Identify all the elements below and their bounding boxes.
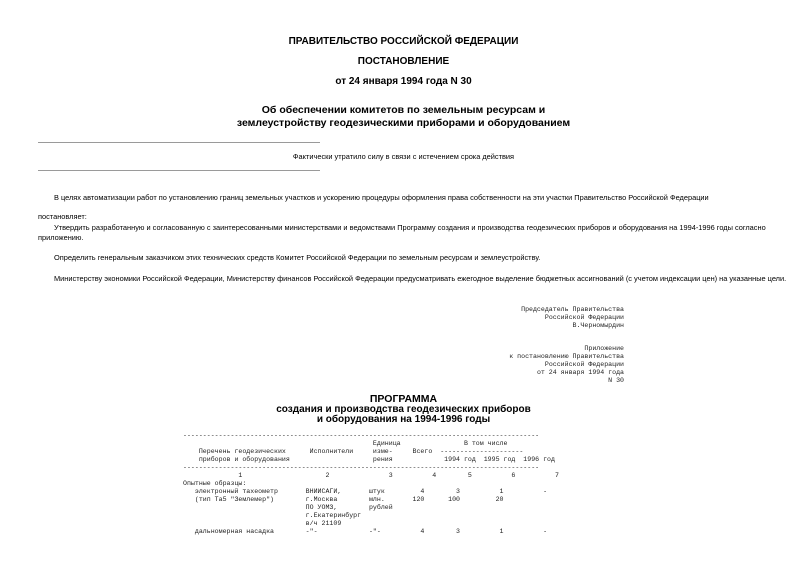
government-heading: ПРАВИТЕЛЬСТВО РОССИЙСКОЙ ФЕДЕРАЦИИ	[288, 36, 519, 47]
table-row: г.Екатеринбург	[183, 512, 362, 519]
appendix-block	[480, 345, 624, 385]
table-row: Опытные образцы:	[183, 480, 247, 487]
appendix-line5: N 30	[608, 377, 624, 384]
document-type: ПОСТАНОВЛЕНИЕ	[357, 56, 450, 67]
signature-line3: В.Черномырдин	[572, 322, 624, 329]
document-date-number: от 24 января 1994 года N 30	[335, 76, 472, 87]
table-row: (тип Та5 "Землемер") г.Москва млн. 120 100 20	[183, 496, 504, 503]
status-divider-bottom	[38, 170, 320, 171]
signature-line1: Председатель Правительства	[521, 306, 624, 313]
program-subtitle-line1: создания и производства геодезических приборов	[276, 404, 531, 415]
program-table	[183, 432, 603, 536]
appendix-line1: Приложение	[584, 345, 624, 352]
signature-line2: Российской Федерации	[544, 314, 624, 321]
table-row: в/ч 21109	[183, 520, 342, 527]
status-note: Фактически утратило силу в связи с истечением срока действия	[292, 152, 515, 161]
table-row: ПО УОМЗ, рублей	[183, 504, 393, 511]
table-border-top: ------------------------------------------------------------------------------------------	[183, 432, 540, 439]
document-title-line1: Об обеспечении комитетов по земельным ресурсам и	[261, 104, 546, 116]
program-title: ПРОГРАММА	[369, 393, 438, 405]
appendix-line2: к постановлению Правительства	[509, 353, 624, 360]
paragraph-funding: Министерству экономики Российской Федерации, Министерству финансов Российской Федерации предусматривать ежегодное выделение бюджетных ассигнований (с учетом индексации цен) на указанные цели.	[54, 274, 787, 283]
paragraph-customer: Определить генеральным заказчиком этих технических средств Комитет Российской Федерации по земельным ресурсам и землеустройству.	[54, 253, 541, 262]
table-border-mid: ------------------------------------------------------------------------------------------	[183, 464, 540, 471]
paragraph-resolves: постановляет:	[38, 212, 87, 221]
paragraph-approve-line2: приложению.	[38, 233, 84, 242]
status-divider-top	[38, 142, 320, 143]
program-subtitle-line2: и оборудования на 1994-1996 годы	[316, 414, 491, 425]
paragraph-preamble: В целях автоматизации работ по установлению границ земельных участков и ускорению процедуры оформления права собственности на эти участки Правительство Российской Федерации	[54, 193, 709, 202]
signature-block	[492, 306, 624, 330]
table-header-row3: приборов и оборудования рения 1994 год 1995 год 1996 год	[183, 456, 555, 463]
table-header-row1: Единица В том числе	[183, 440, 508, 447]
appendix-line4: от 24 января 1994 года	[536, 369, 624, 376]
table-header-row2: Перечень геодезических Исполнители изме- Всего ---------------------	[183, 448, 524, 455]
appendix-line3: Российской Федерации	[544, 361, 624, 368]
table-row: электронный тахеометр ВНИИСАГИ, штук 4 3 1 -	[183, 488, 548, 495]
document-title-line2: землеустройству геодезическими приборами и оборудованием	[236, 117, 571, 129]
table-column-numbers: 1 2 3 4 5 6 7	[183, 472, 559, 479]
paragraph-approve-line1: Утвердить разработанную и согласованную с заинтересованными министерствами и ведомствами Программу создания и производства геодезических приборов и оборудования на 1994-1996 годы согласно	[54, 223, 766, 232]
table-row: дальномерная насадка -"- -"- 4 3 1 -	[183, 528, 548, 535]
